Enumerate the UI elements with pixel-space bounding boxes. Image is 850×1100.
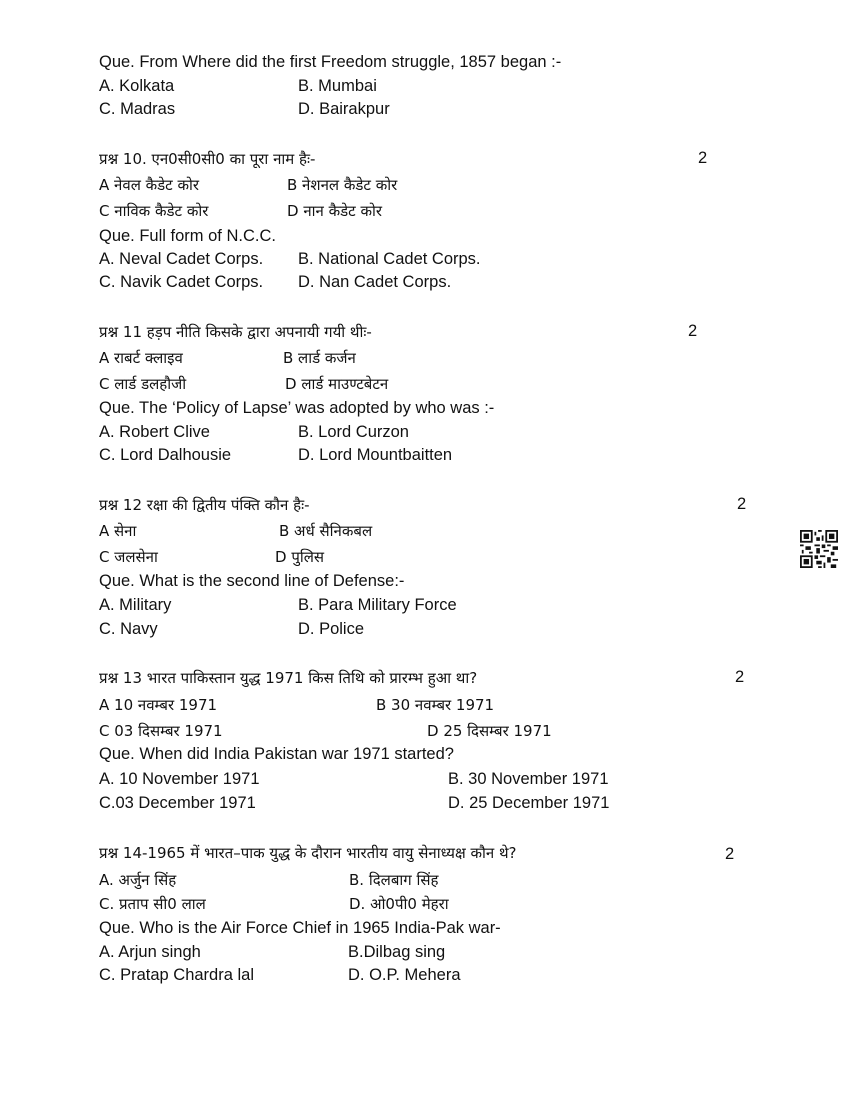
q10-en-option-d: D. Nan Cadet Corps. xyxy=(298,273,452,291)
q10-hi-option-d: D नान कैडेट कोर xyxy=(287,202,383,220)
q12-marks: 2 xyxy=(737,495,747,513)
q14-marks: 2 xyxy=(725,845,735,863)
q11-question-en: Que. The ‘Policy of Lapse’ was adopted by who was :- xyxy=(99,399,495,417)
q10-hi-option-c: C नाविक कैडेट कोर xyxy=(99,202,209,220)
q10-marks: 2 xyxy=(698,149,708,167)
q12-hi-option-b: B अर्ध सैनिकबल xyxy=(279,522,373,540)
q13-en-option-d: D. 25 December 1971 xyxy=(448,794,610,812)
q13-en-option-b: B. 30 November 1971 xyxy=(448,770,609,788)
q11-question-hi: प्रश्न 11 हड़प नीति किसके द्वारा अपनायी गयी थीः- xyxy=(99,323,372,341)
q9-option-b: B. Mumbai xyxy=(298,77,377,95)
q11-hi-option-a: A राबर्ट क्लाइव xyxy=(99,349,183,367)
q11-en-option-d: D. Lord Mountbaitten xyxy=(298,446,453,464)
q14-en-option-c: C. Pratap Chardra lal xyxy=(99,966,254,984)
q9-option-c: C. Madras xyxy=(99,100,176,118)
q12-hi-option-a: A सेना xyxy=(99,522,137,540)
q10-hi-option-b: B नेशनल कैडेट कोर xyxy=(287,176,398,194)
q10-hi-option-a: A नेवल कैडेट कोर xyxy=(99,176,200,194)
q11-hi-option-b: B लार्ड कर्जन xyxy=(283,349,356,367)
q10-question-hi: प्रश्न 10. एन0सी0सी0 का पूरा नाम हैः- xyxy=(99,150,316,168)
q14-en-option-d: D. O.P. Mehera xyxy=(348,966,461,984)
q11-hi-option-c: C लार्ड डलहौजी xyxy=(99,375,187,393)
q14-en-option-b: B.Dilbag sing xyxy=(348,943,446,961)
q9-question-en: Que. From Where did the first Freedom struggle, 1857 began :- xyxy=(99,53,562,71)
q12-question-hi: प्रश्न 12 रक्षा की द्वितीय पंक्ति कौन हैः- xyxy=(99,496,310,514)
q11-en-option-b: B. Lord Curzon xyxy=(298,423,409,441)
q14-question-en: Que. Who is the Air Force Chief in 1965 India-Pak war- xyxy=(99,919,501,937)
q9-option-d: D. Bairakpur xyxy=(298,100,390,118)
q12-hi-option-d: D पुलिस xyxy=(275,548,325,566)
q11-en-option-c: C. Lord Dalhousie xyxy=(99,446,232,464)
q13-en-option-a: A. 10 November 1971 xyxy=(99,770,260,788)
q12-en-option-b: B. Para Military Force xyxy=(298,596,457,614)
q11-en-option-a: A. Robert Clive xyxy=(99,423,210,441)
q10-en-option-b: B. National Cadet Corps. xyxy=(298,250,481,268)
q10-question-en: Que. Full form of N.C.C. xyxy=(99,227,276,245)
q14-hi-option-c: C. प्रताप सी0 लाल xyxy=(99,895,206,913)
q14-hi-option-d: D. ओ0पी0 मेहरा xyxy=(349,895,449,913)
q13-question-en: Que. When did India Pakistan war 1971 started? xyxy=(99,745,454,763)
q12-hi-option-c: C जलसेना xyxy=(99,548,158,566)
q13-marks: 2 xyxy=(735,668,745,686)
q10-en-option-c: C. Navik Cadet Corps. xyxy=(99,273,264,291)
q14-hi-option-b: B. दिलबाग सिंह xyxy=(349,871,439,889)
q12-en-option-c: C. Navy xyxy=(99,620,158,638)
q9-option-a: A. Kolkata xyxy=(99,77,175,95)
q11-marks: 2 xyxy=(688,322,698,340)
q11-hi-option-d: D लार्ड माउण्टबेटन xyxy=(285,375,389,393)
q13-en-option-c: C.03 December 1971 xyxy=(99,794,256,812)
q14-en-option-a: A. Arjun singh xyxy=(99,943,201,961)
q14-hi-option-a: A. अर्जुन सिंह xyxy=(99,871,177,889)
q12-en-option-d: D. Police xyxy=(298,620,365,638)
qr-code-icon xyxy=(800,530,838,568)
q13-hi-option-b: B 30 नवम्बर 1971 xyxy=(376,696,495,714)
q10-en-option-a: A. Neval Cadet Corps. xyxy=(99,250,264,268)
q12-en-option-a: A. Military xyxy=(99,596,172,614)
q12-question-en: Que. What is the second line of Defense:- xyxy=(99,572,405,590)
q13-hi-option-d: D 25 दिसम्बर 1971 xyxy=(427,722,552,740)
q13-hi-option-a: A 10 नवम्बर 1971 xyxy=(99,696,218,714)
q13-hi-option-c: C 03 दिसम्बर 1971 xyxy=(99,722,223,740)
q13-question-hi: प्रश्न 13 भारत पाकिस्तान युद्ध 1971 किस तिथि को प्रारम्भ हुआ था? xyxy=(99,669,478,687)
q14-question-hi: प्रश्न 14-1965 में भारत–पाक युद्ध के दौरान भारतीय वायु सेनाध्यक्ष कौन थे? xyxy=(99,844,517,862)
